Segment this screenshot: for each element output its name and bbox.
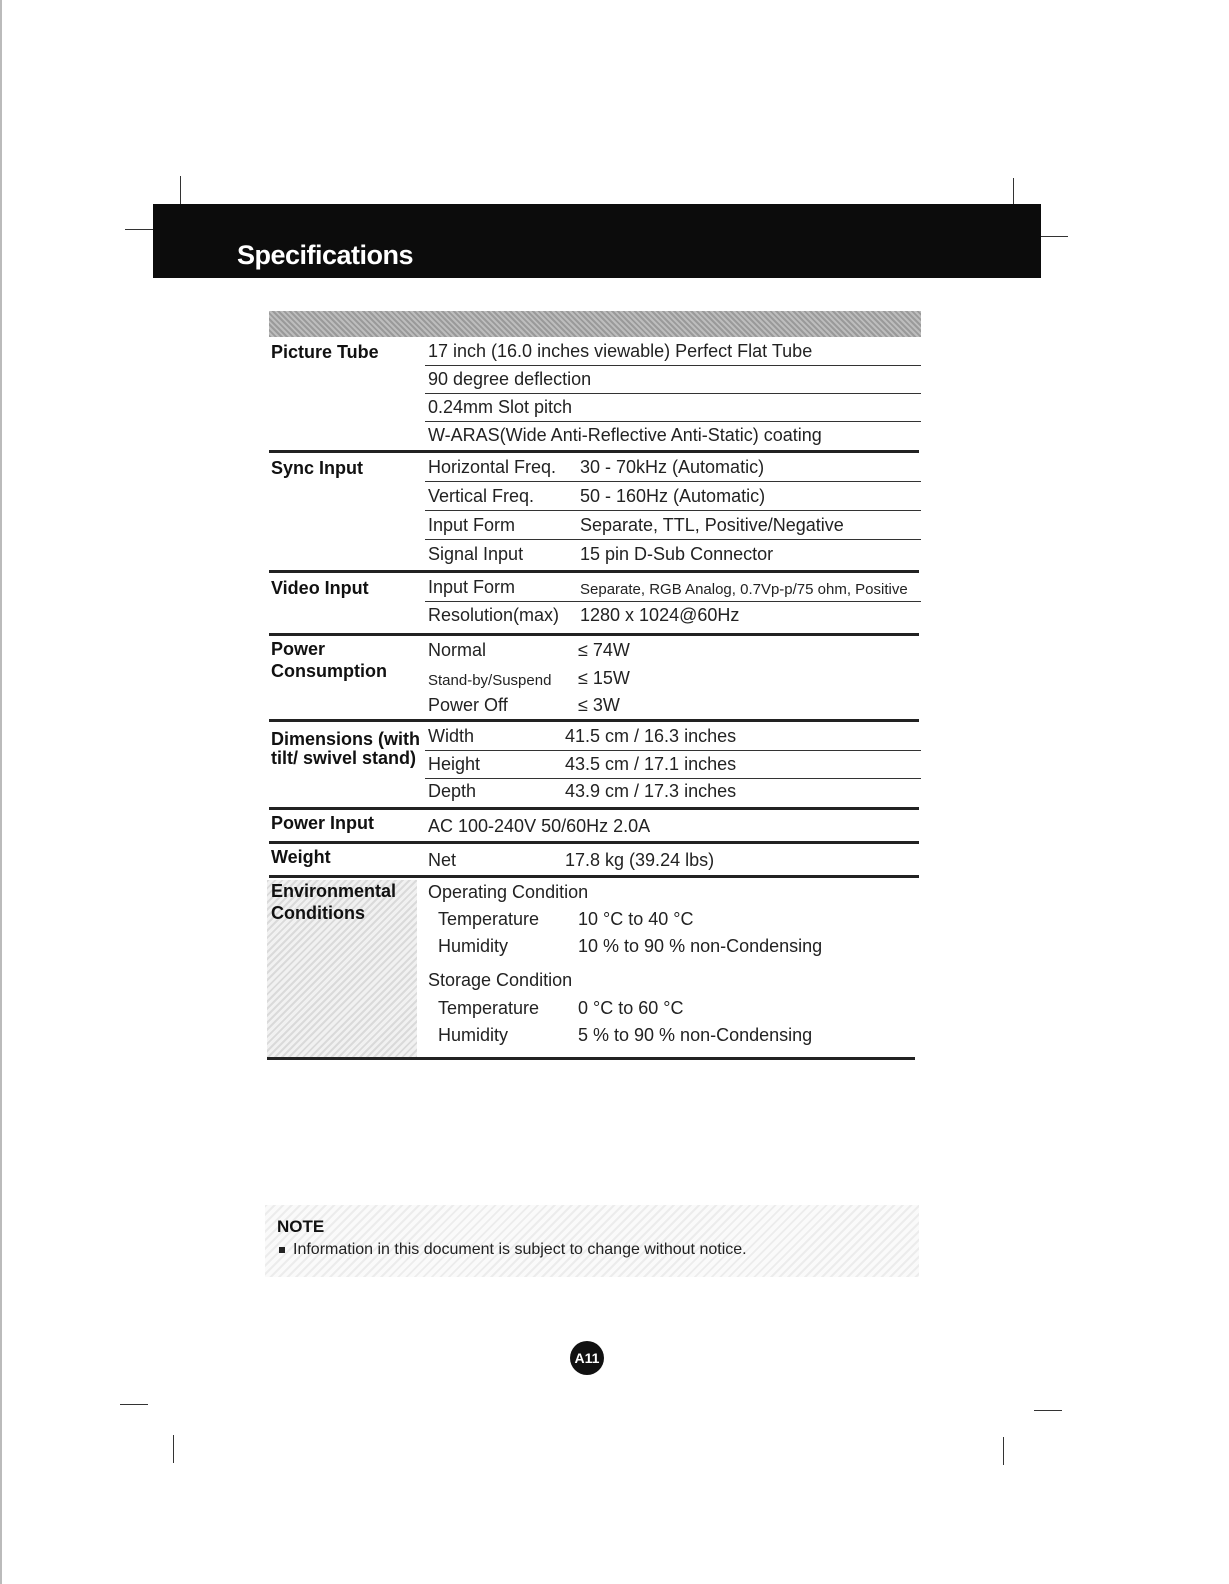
- spec-label: Temperature: [438, 998, 540, 1018]
- spec-row: [425, 994, 921, 1022]
- spec-row: [425, 750, 921, 779]
- spec-row: [425, 846, 921, 874]
- spec-value: W-ARAS(Wide Anti-Reflective Anti-Static) coating: [428, 425, 822, 445]
- spec-value: 10 % to 90 % non-Condensing: [578, 936, 823, 956]
- spec-row: [425, 812, 921, 840]
- spec-value: ≤ 3W: [578, 695, 620, 715]
- spec-value: Separate, TTL, Positive/Negative: [580, 515, 844, 535]
- spec-value: 30 - 70kHz (Automatic): [580, 457, 765, 477]
- spec-value: 17 inch (16.0 inches viewable) Perfect Flat Tube: [428, 341, 813, 361]
- spec-row: [425, 691, 921, 719]
- spec-value: 43.9 cm / 17.3 inches: [565, 781, 737, 801]
- section-title: Sync Input: [271, 458, 364, 478]
- spec-value: Separate, RGB Analog, 0.7Vp-p/75 ohm, Positive: [580, 581, 908, 598]
- section-title: Dimensions (with tilt/ swivel stand): [271, 729, 421, 768]
- spec-value: 15 pin D-Sub Connector: [580, 544, 774, 564]
- spec-value: 5 % to 90 % non-Condensing: [578, 1025, 813, 1045]
- spec-label: Width: [428, 726, 475, 746]
- spec-row: [425, 636, 921, 664]
- spec-label: Net: [428, 850, 457, 870]
- note-text: Information in this document is subject to change without notice.: [279, 1241, 747, 1259]
- section-sync-input: [269, 453, 921, 569]
- spec-label: Horizontal Freq.: [428, 457, 557, 477]
- spec-label: Height: [428, 754, 481, 774]
- section-dimensions: [269, 722, 921, 808]
- section-divider: [267, 1057, 915, 1060]
- page-number-badge: A11: [570, 1341, 604, 1375]
- section-title: Power Consumption: [271, 639, 387, 681]
- crop-mark: [120, 1404, 148, 1405]
- spec-row: [425, 905, 921, 933]
- spec-row: [425, 337, 921, 366]
- table-top-bar: [269, 311, 921, 337]
- spec-value: 10 °C to 40 °C: [578, 909, 694, 929]
- spec-value: 50 - 160Hz (Automatic): [580, 486, 766, 506]
- spec-row: [425, 777, 921, 805]
- spec-row: [425, 482, 921, 511]
- section-title: Power Input: [271, 813, 374, 833]
- section-power-consumption: [269, 636, 921, 720]
- spec-label: Humidity: [438, 936, 509, 956]
- env-heading: Operating Condition: [428, 882, 589, 902]
- note-title: NOTE: [277, 1217, 325, 1236]
- spec-row: [425, 1021, 921, 1049]
- spec-row: [425, 664, 921, 692]
- spec-label: Stand-by/Suspend: [428, 672, 552, 689]
- section-title: Weight: [271, 847, 331, 867]
- section-power-input: [269, 810, 921, 843]
- section-picture-tube: [269, 337, 921, 453]
- spec-value: 90 degree deflection: [428, 369, 592, 389]
- spec-value: 1280 x 1024@60Hz: [580, 605, 740, 625]
- spec-value: 17.8 kg (39.24 lbs): [565, 850, 715, 870]
- spec-row: [425, 365, 921, 394]
- spec-label: Temperature: [438, 909, 540, 929]
- env-heading: Storage Condition: [428, 970, 573, 990]
- spec-row: [425, 393, 921, 422]
- header-bar: [153, 204, 1041, 278]
- spec-value: 43.5 cm / 17.1 inches: [565, 754, 737, 774]
- spec-label: Signal Input: [428, 544, 524, 564]
- spec-row: [425, 511, 921, 540]
- spec-value: ≤ 74W: [578, 640, 630, 660]
- spec-row: [425, 932, 921, 960]
- spec-value: ≤ 15W: [578, 668, 630, 688]
- crop-mark: [1034, 1410, 1062, 1411]
- spec-value: 0 °C to 60 °C: [578, 998, 684, 1018]
- spec-value: AC 100-240V 50/60Hz 2.0A: [428, 816, 651, 836]
- page-edge: [0, 0, 2, 1584]
- crop-mark: [1003, 1437, 1004, 1465]
- crop-mark: [173, 1435, 174, 1463]
- section-video-input: [269, 573, 921, 633]
- section-weight: [269, 844, 921, 876]
- spec-label: Input Form: [428, 515, 516, 535]
- spec-label: Resolution(max): [428, 605, 560, 625]
- spec-label: Humidity: [438, 1025, 509, 1045]
- spec-row: [425, 540, 921, 568]
- section-title: Video Input: [271, 578, 369, 598]
- section-title: Environmental Conditions: [271, 881, 397, 923]
- section-title: Picture Tube: [271, 342, 379, 362]
- spec-label: Depth: [428, 781, 477, 801]
- spec-row: [425, 421, 921, 449]
- spec-label: Vertical Freq.: [428, 486, 535, 506]
- spec-label: Input Form: [428, 577, 516, 597]
- spec-label: Normal: [428, 640, 487, 660]
- spec-value: 0.24mm Slot pitch: [428, 397, 573, 417]
- page-title: Specifications: [237, 240, 414, 270]
- spec-row: [425, 573, 921, 602]
- spec-row: [425, 722, 921, 751]
- spec-value: 41.5 cm / 16.3 inches: [565, 726, 737, 746]
- bullet-icon: [279, 1247, 285, 1253]
- spec-label: Power Off: [428, 695, 508, 715]
- spec-row: [425, 453, 921, 482]
- spec-row: [425, 601, 921, 629]
- section-environmental: [269, 878, 921, 1058]
- note-box: [265, 1205, 919, 1277]
